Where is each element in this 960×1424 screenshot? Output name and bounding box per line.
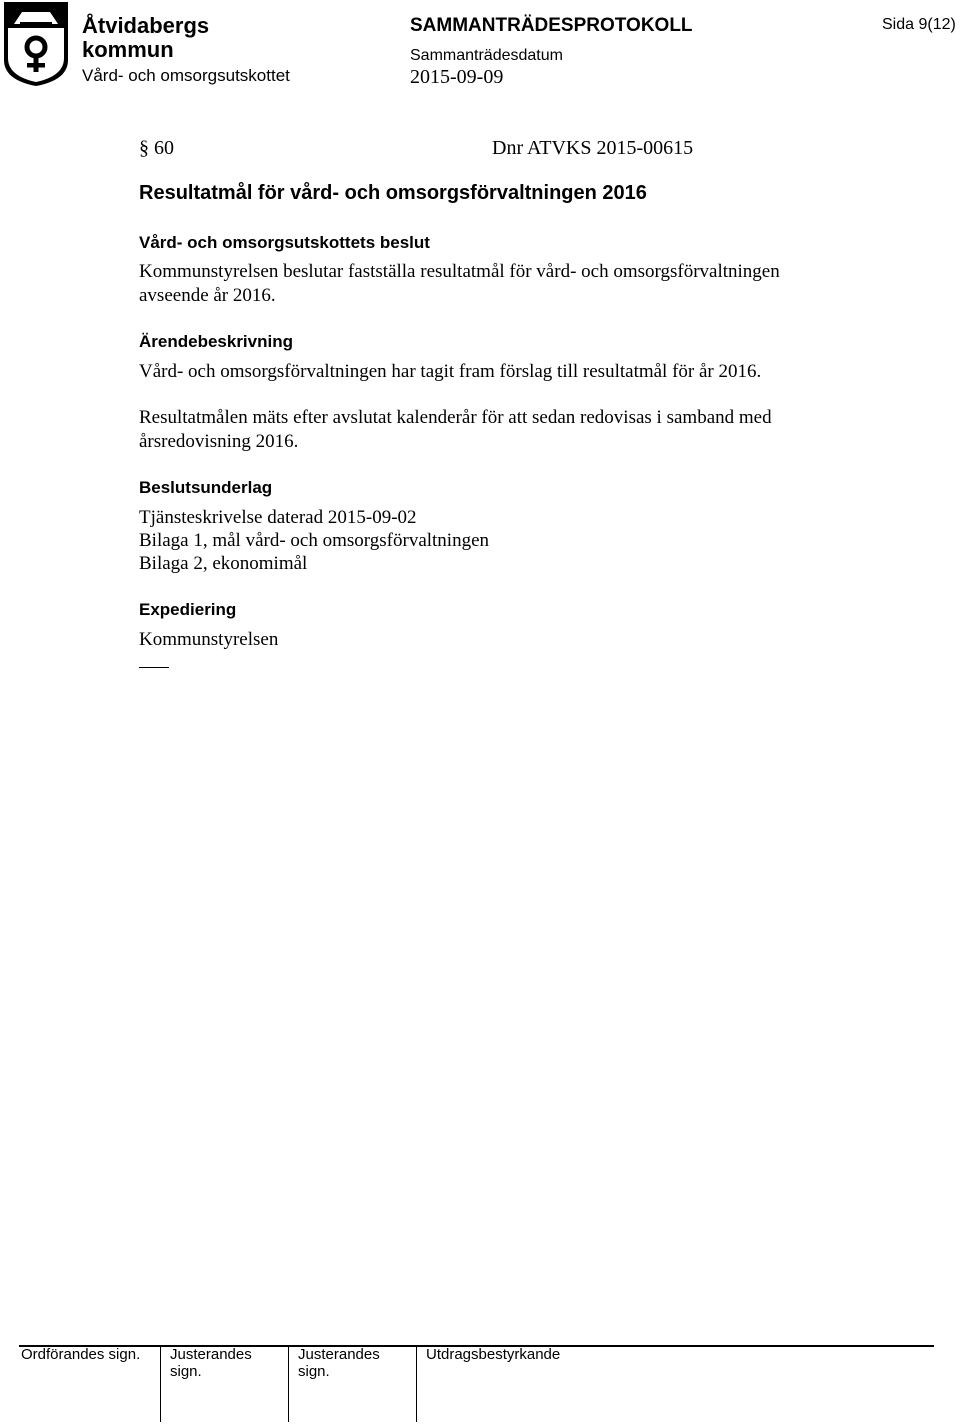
org-name-line2: kommun [82,37,174,62]
basis-item: Bilaga 2, ekonomimål [139,553,308,574]
description-text-line: Vård- och omsorgsförvaltningen har tagit fram förslag till resultatmål för år 2016. [139,361,762,382]
footer-separator [160,1347,161,1422]
adjuster1-signature-sub: sign. [170,1363,202,1380]
paragraph-number: § 60 [139,137,174,159]
chair-signature-field: Ordförandes sign. [21,1346,141,1363]
description-text-line: årsredovisning 2016. [139,431,299,452]
dispatch-heading: Expediering [139,600,237,619]
end-rule [139,667,169,668]
section-title: Resultatmål för vård- och omsorgsförvaltningen 2016 [139,182,647,204]
page-number: Sida 9(12) [882,16,956,33]
committee-name: Vård- och omsorgsutskottet [82,66,290,85]
adjuster2-signature-label: Justerandes [298,1346,380,1363]
meeting-date-value: 2015-09-09 [410,66,504,88]
meeting-date-label: Sammanträdesdatum [410,47,563,64]
dispatch-recipient: Kommunstyrelsen [139,629,279,650]
footer-separator [416,1347,417,1422]
municipality-coat-of-arms-logo [2,0,70,88]
decision-heading: Vård- och omsorgsutskottets beslut [139,233,430,252]
adjuster2-signature-sub: sign. [298,1363,330,1380]
org-name-line1: Åtvidabergs [82,13,210,38]
extract-certification-field: Utdragsbestyrkande [426,1346,561,1363]
document-type: SAMMANTRÄDESPROTOKOLL [410,15,693,36]
description-heading: Ärendebeskrivning [139,332,293,351]
basis-item: Tjänsteskrivelse daterad 2015-09-02 [139,507,417,528]
basis-heading: Beslutsunderlag [139,478,273,497]
basis-item: Bilaga 1, mål vård- och omsorgsförvaltningen [139,530,490,551]
adjuster1-signature-label: Justerandes [170,1346,252,1363]
decision-text-line: Kommunstyrelsen beslutar fastställa resultatmål för vård- och omsorgsförvaltningen [139,261,780,282]
description-text-line: Resultatmålen mäts efter avslutat kalenderår för att sedan redovisas i samband med [139,407,772,428]
decision-text-line: avseende år 2016. [139,285,276,306]
footer-separator [288,1347,289,1422]
case-number: Dnr ATVKS 2015-00615 [492,137,694,159]
